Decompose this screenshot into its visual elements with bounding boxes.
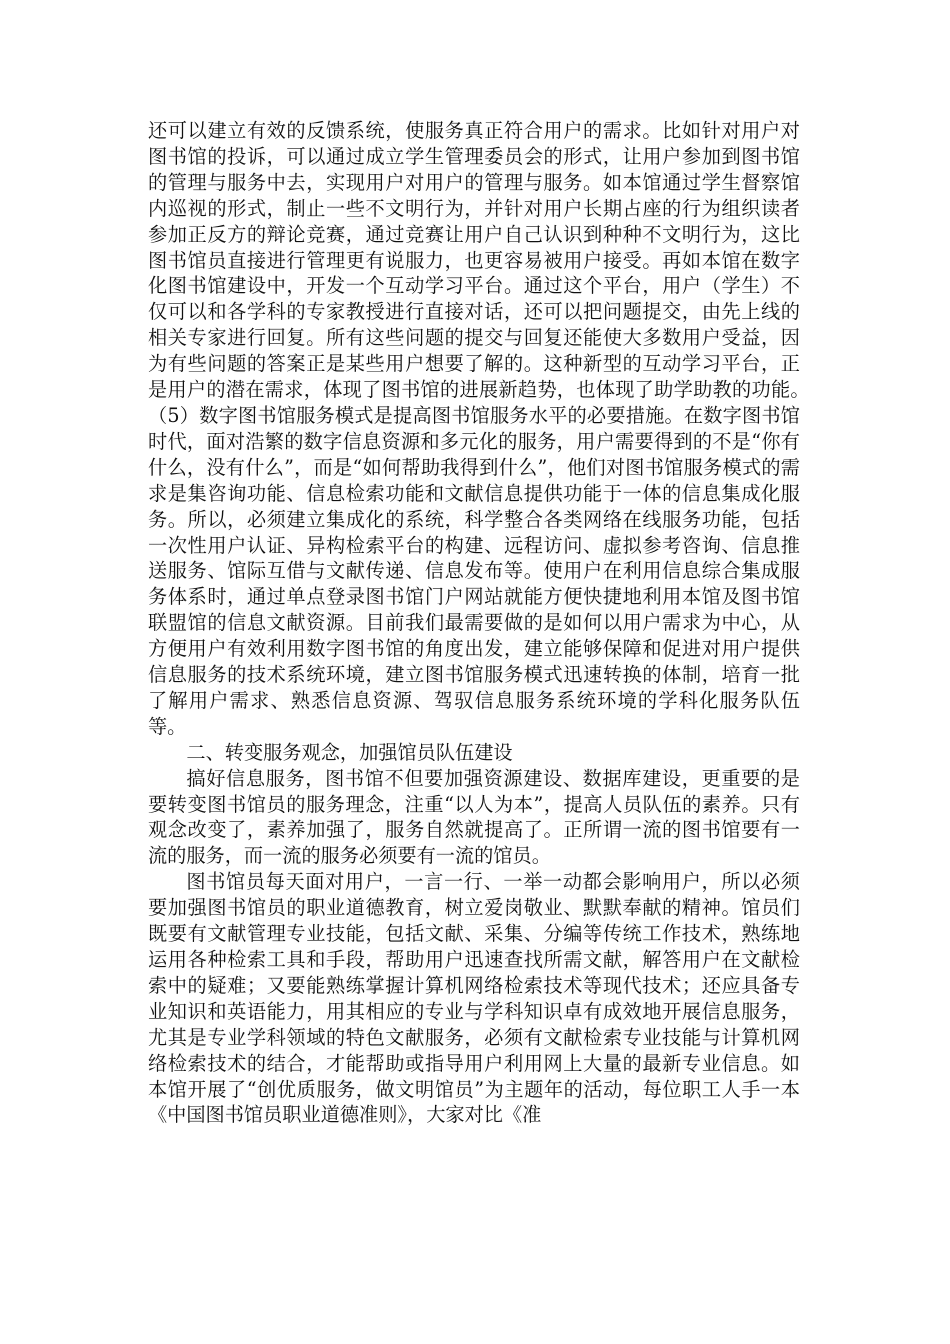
body-paragraph-feedback-system: 还可以建立有效的反馈系统，使服务真正符合用户的需求。比如针对用户对图书馆的投诉，可以通过成立学生管理委员会的形式，让用户参加到图书馆的管理与服务中去，实现用户对用户的管理与服务。如本馆通过学生督察馆内巡视的形式，制止一些不文明行为，并针对用户长期占座的行为组织读者参加正反方的辩论竞赛，通过竞赛让用户自己认识到种种不文明行为，这比图书馆员直接进行管理更有说服力，也更容易被用户接受。再如本馆在数字化图书馆建设中，开发一个互动学习平台。通过这个平台，用户（学生）不仅可以和各学科的专家教授进行直接对话，还可以把问题提交，由先上线的相关专家进行回复。所有这些问题的提交与回复还能使大多数用户受益，因为有些问题的答案正是某些用户想要了解的。这种新型的互动学习平台，正是用户的潜在需求，体现了图书馆的进展新趋势，也体现了助学助教的功能。 （5）数字图书馆服务模式是提高图书馆服务水平的必要措施。在数字图书馆时代，面对浩繁的数字信息资源和多元化的服务，用户需要得到的不是“你有什么，没有什么”，而是“如何帮助我得到什么”，他们对图书馆服务模式的需求是集咨询功能、信息检索功能和文献信息提供功能于一体的信息集成化服务。所以，必须建立集成化的系统，科学整合各类网络在线服务功能，包括一次性用户认证、异构检索平台的构建、远程访问、虚拟参考咨询、信息推送服务、馆际互借与文献传递、信息发布等。使用户在利用信息综合集成服务体系时，通过单点登录图书馆门户网站就能方便快捷地利用本馆及图书馆联盟馆的信息文献资源。目前我们最需要做的是如何以用户需求为中心，从方便用户有效利用数字图书馆的角度出发，建立能够保障和促进对用户提供信息服务的技术系统环境，建立图书馆服务模式迅速转换的体制，培育一批了解用户需求、熟悉信息资源、驾驭信息服务系统环境的学科化服务队伍等。: [148, 119, 877, 738]
section-heading-service-concept: 二、转变服务观念，加强馆员队伍建设: [186, 740, 513, 764]
body-paragraph-librarian-ethics: 图书馆员每天面对用户，一言一行、一举一动都会影响用户，所以必须要加强图书馆员的职业道德教育，树立爱岗敬业、默默奉献的精神。馆员们既要有文献管理专业技能，包括文献、采集、分编等传统工作技术，熟练地运用各种检索工具和手段，帮助用户迅速查找所需文献，解答用户在文献检索中的疑难；又要能熟练掌握计算机网络检索技术等现代技术；还应具备专业知识和英语能力，用其相应的专业与学科知识卓有成效地开展信息服务，尤其是专业学科领域的特色文献服务，必须有文献检索专业技能与计算机网络检索技术的结合，才能帮助或指导用户利用网上大量的最新专业信息。如本馆开展了“创优质服务，做文明馆员”为主题年的活动，每位职工人手一本《中国图书馆员职业道德准则》，大家对比《准: [148, 870, 800, 1127]
body-paragraph-information-service: 搞好信息服务，图书馆不但要加强资源建设、数据库建设，更重要的是要转变图书馆员的服务理念，注重“以人为本”，提高人员队伍的素养。只有观念改变了，素养加强了，服务自然就提高了。正所谓一流的图书馆要有一流的服务，而一流的服务必须要有一流的馆员。: [148, 766, 800, 868]
